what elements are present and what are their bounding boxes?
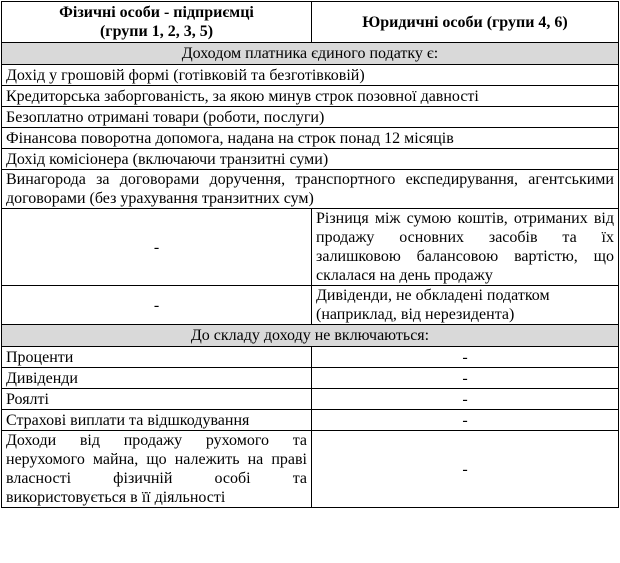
excluded-insurance-legal-cell: - xyxy=(312,410,619,431)
excluded-royalty-legal-cell: - xyxy=(312,389,619,410)
excluded-property-sale-legal-cell: - xyxy=(312,431,619,508)
tax-income-table xyxy=(1,1,619,508)
header-row xyxy=(2,2,619,43)
table-row xyxy=(2,149,619,170)
income-item-cash: Дохід у грошовій формі (готівковій та безготівковій) xyxy=(2,65,619,86)
table-row xyxy=(2,286,619,325)
table-row xyxy=(2,170,619,209)
header-individuals-line2: (групи 1, 2, 3, 5) xyxy=(99,23,214,40)
section-excluded-title: До складу доходу не включаються: xyxy=(2,325,619,347)
income-item-agency-fee: Винагорода за договорами доручення, транспортного експедирування, агентськими договорами (без урахування транзитних сум) xyxy=(2,170,619,209)
income-item-financial-aid: Фінансова поворотна допомога, надана на строк понад 12 місяців xyxy=(2,128,619,149)
section-excluded-row xyxy=(2,325,619,347)
income-item-free-goods: Безоплатно отримані товари (роботи, послуги) xyxy=(2,107,619,128)
income-item-commission: Дохід комісіонера (включаючи транзитні суми) xyxy=(2,149,619,170)
table-row xyxy=(2,128,619,149)
income-item-payables: Кредиторська заборгованість, за якою минув строк позовної давності xyxy=(2,86,619,107)
section-income-title: Доходом платника єдиного податку є: xyxy=(2,43,619,65)
excluded-dividends-cell: Дивіденди xyxy=(2,368,312,389)
table-row xyxy=(2,65,619,86)
header-legal-entities: Юридичні особи (групи 4, 6) xyxy=(312,2,619,43)
fixed-assets-difference-cell: Різниця між сумою коштів, отриманих від продажу основних засобів та їх залишковою балансовою вартістю, що склалася на день продажу xyxy=(312,209,619,286)
dividends-individuals-cell: - xyxy=(2,286,312,325)
table-row xyxy=(2,209,619,286)
table-row xyxy=(2,389,619,410)
header-individuals xyxy=(2,2,312,43)
table-row xyxy=(2,431,619,508)
fixed-assets-individuals-cell: - xyxy=(2,209,312,286)
table-row xyxy=(2,368,619,389)
table-row xyxy=(2,410,619,431)
excluded-royalty-cell: Роялті xyxy=(2,389,312,410)
excluded-dividends-legal-cell: - xyxy=(312,368,619,389)
header-individuals-line1: Фізичні особи - підприємці xyxy=(59,4,254,21)
excluded-interest-legal-cell: - xyxy=(312,347,619,368)
table-row xyxy=(2,86,619,107)
table-row xyxy=(2,347,619,368)
excluded-insurance-cell: Страхові виплати та відшкодування xyxy=(2,410,312,431)
table-row xyxy=(2,107,619,128)
excluded-interest-cell: Проценти xyxy=(2,347,312,368)
excluded-property-sale-cell: Доходи від продажу рухомого та нерухомого майна, що належить на праві власності фізичній особі та використовується в її діяльності xyxy=(2,431,312,508)
section-income-row xyxy=(2,43,619,65)
dividends-nonresident-cell: Дивіденди, не обкладені податком (наприклад, від нерезидента) xyxy=(312,286,619,325)
